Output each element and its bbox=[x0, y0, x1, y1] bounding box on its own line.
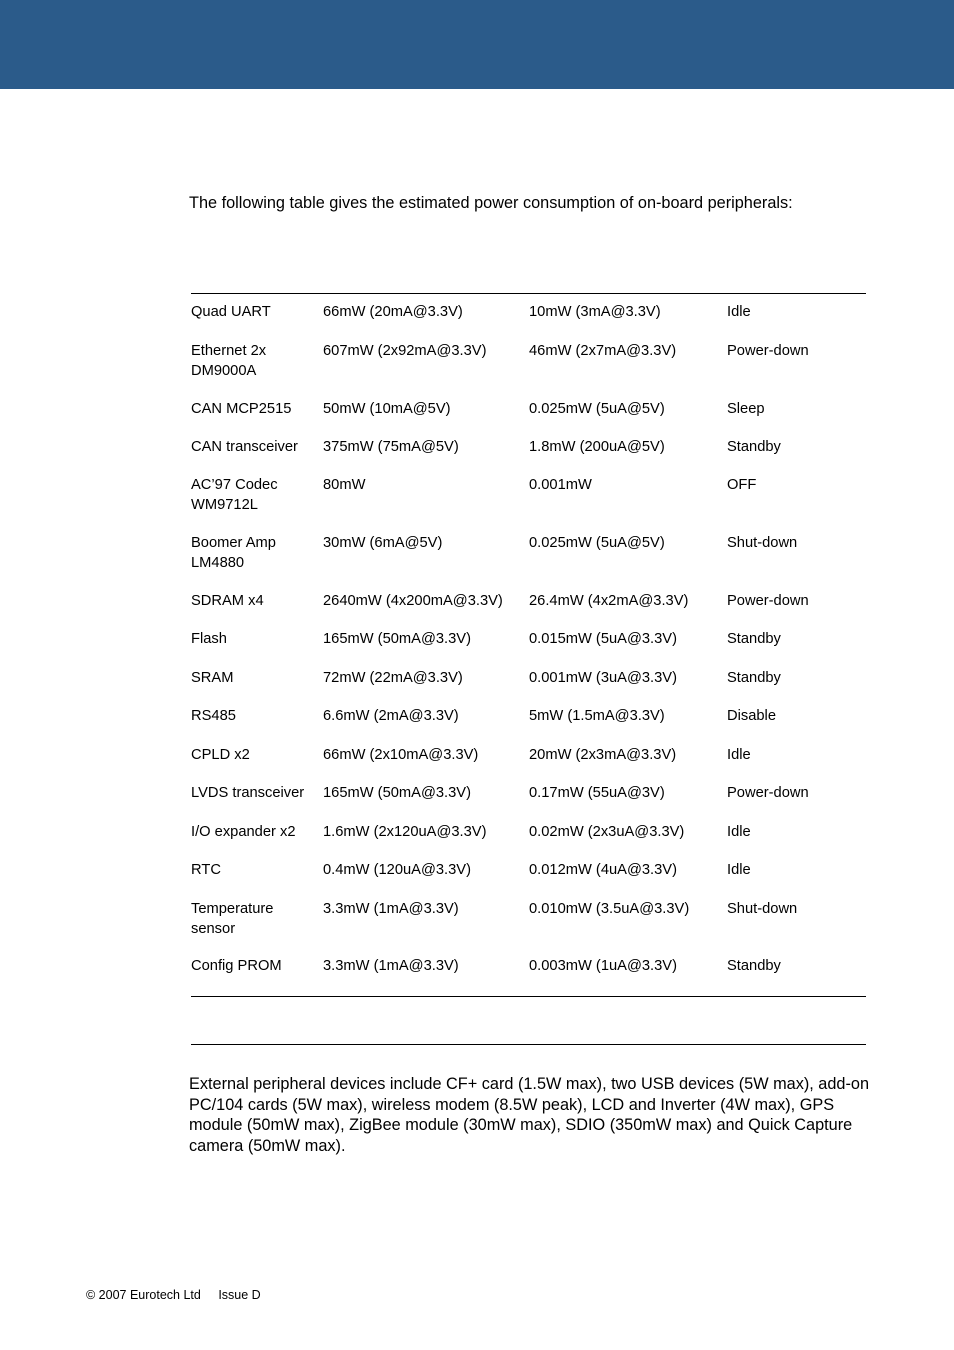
table-cell-low-power-mode: Power-down bbox=[727, 343, 809, 359]
table-cell-active-power: 1.6mW (2x120uA@3.3V) bbox=[323, 824, 487, 840]
table-cell-active-power: 50mW (10mA@5V) bbox=[323, 401, 451, 417]
table-cell-low-power: 46mW (2x7mA@3.3V) bbox=[529, 343, 677, 359]
table-cell-low-power: 1.8mW (200uA@5V) bbox=[529, 439, 665, 455]
table-cell-low-power-mode: Shut-down bbox=[727, 535, 798, 551]
table-cell-device-name: CPLD x2 bbox=[191, 747, 250, 763]
table-cell-device-name: RS485 bbox=[191, 708, 236, 724]
table-cell-low-power: 10mW (3mA@3.3V) bbox=[529, 304, 661, 320]
table-cell-active-power: 6.6mW (2mA@3.3V) bbox=[323, 708, 459, 724]
table-cell-device-name: CAN MCP2515 bbox=[191, 401, 292, 417]
table-cell-device-name: RTC bbox=[191, 862, 221, 878]
table-cell-active-power: 30mW (6mA@5V) bbox=[323, 535, 443, 551]
table-cell-low-power-mode: OFF bbox=[727, 477, 757, 493]
table-cell-device-name: Flash bbox=[191, 631, 227, 647]
table-cell-active-power: 2640mW (4x200mA@3.3V) bbox=[323, 593, 503, 609]
table-cell-low-power: 20mW (2x3mA@3.3V) bbox=[529, 747, 677, 763]
table-cell-active-power: 165mW (50mA@3.3V) bbox=[323, 785, 471, 801]
table-cell-active-power: 3.3mW (1mA@3.3V) bbox=[323, 958, 459, 974]
table-cell-active-power: 3.3mW (1mA@3.3V) bbox=[323, 901, 459, 917]
table-cell-low-power-mode: Standby bbox=[727, 670, 781, 686]
table-cell-low-power: 0.015mW (5uA@3.3V) bbox=[529, 631, 677, 647]
table-cell-low-power: 0.010mW (3.5uA@3.3V) bbox=[529, 901, 690, 917]
table-cell-active-power: 80mW bbox=[323, 477, 366, 493]
table-cell-low-power-mode: Idle bbox=[727, 862, 751, 878]
table-top-rule bbox=[191, 293, 866, 294]
table-cell-low-power-mode: Standby bbox=[727, 439, 781, 455]
table-cell-device-name: I/O expander x2 bbox=[191, 824, 296, 840]
table-cell-low-power: 0.17mW (55uA@3V) bbox=[529, 785, 665, 801]
table-cell-active-power: 66mW (2x10mA@3.3V) bbox=[323, 747, 479, 763]
table-cell-low-power: 0.003mW (1uA@3.3V) bbox=[529, 958, 677, 974]
table-cell-active-power: 607mW (2x92mA@3.3V) bbox=[323, 343, 487, 359]
table-cell-low-power-mode: Power-down bbox=[727, 593, 809, 609]
header-band bbox=[0, 0, 954, 89]
table-cell-device-name: SDRAM x4 bbox=[191, 593, 264, 609]
table-cell-active-power: 375mW (75mA@5V) bbox=[323, 439, 459, 455]
page-footer bbox=[86, 1287, 261, 1303]
table-cell-device-name: AC’97 Codec WM9712L bbox=[191, 477, 278, 513]
table-cell-device-name: Quad UART bbox=[191, 304, 271, 320]
table-cell-low-power: 0.02mW (2x3uA@3.3V) bbox=[529, 824, 685, 840]
table-cell-low-power-mode: Sleep bbox=[727, 401, 765, 417]
table-cell-low-power-mode: Standby bbox=[727, 631, 781, 647]
table-bottom-rule bbox=[191, 996, 866, 997]
table-cell-active-power: 0.4mW (120uA@3.3V) bbox=[323, 862, 471, 878]
table-cell-low-power-mode: Idle bbox=[727, 824, 751, 840]
table-cell-device-name: Temperature sensor bbox=[191, 901, 274, 937]
table-cell-low-power-mode: Idle bbox=[727, 747, 751, 763]
table-cell-active-power: 72mW (22mA@3.3V) bbox=[323, 670, 463, 686]
table-cell-low-power-mode: Standby bbox=[727, 958, 781, 974]
table-cell-low-power: 0.001mW (3uA@3.3V) bbox=[529, 670, 677, 686]
table-cell-device-name: Config PROM bbox=[191, 958, 282, 974]
copyright-text: © 2007 Eurotech Ltd bbox=[86, 1288, 201, 1302]
table-cell-low-power: 0.001mW bbox=[529, 477, 592, 493]
table-cell-low-power-mode: Disable bbox=[727, 708, 776, 724]
table-cell-active-power: 165mW (50mA@3.3V) bbox=[323, 631, 471, 647]
table-cell-active-power: 66mW (20mA@3.3V) bbox=[323, 304, 463, 320]
table-cell-device-name: SRAM bbox=[191, 670, 234, 686]
table-cell-low-power: 0.025mW (5uA@5V) bbox=[529, 535, 665, 551]
section-divider-rule bbox=[191, 1044, 866, 1045]
table-cell-low-power: 0.012mW (4uA@3.3V) bbox=[529, 862, 677, 878]
table-cell-device-name: CAN transceiver bbox=[191, 439, 298, 455]
table-cell-low-power: 0.025mW (5uA@5V) bbox=[529, 401, 665, 417]
external-peripherals-paragraph: External peripheral devices include CF+ card (1.5W max), two USB devices (5W max), add-on PC/104 cards (5W max), wireless modem (8.5W peak), LCD and Inverter (4W max), GPS module (50mW max), ZigBee module (30mW max), SDIO (350mW max) and Quick Capture camera (50mW max). bbox=[189, 1075, 870, 1155]
table-cell-low-power-mode: Idle bbox=[727, 304, 751, 320]
table-cell-low-power-mode: Power-down bbox=[727, 785, 809, 801]
table-cell-low-power-mode: Shut-down bbox=[727, 901, 798, 917]
table-cell-low-power: 5mW (1.5mA@3.3V) bbox=[529, 708, 665, 724]
issue-label: Issue D bbox=[218, 1288, 261, 1302]
table-cell-device-name: Ethernet 2x DM9000A bbox=[191, 343, 267, 379]
table-cell-device-name: Boomer Amp LM4880 bbox=[191, 535, 276, 571]
table-cell-device-name: LVDS transceiver bbox=[191, 785, 305, 801]
intro-paragraph: The following table gives the estimated power consumption of on-board peripherals: bbox=[189, 194, 793, 212]
table-cell-low-power: 26.4mW (4x2mA@3.3V) bbox=[529, 593, 689, 609]
